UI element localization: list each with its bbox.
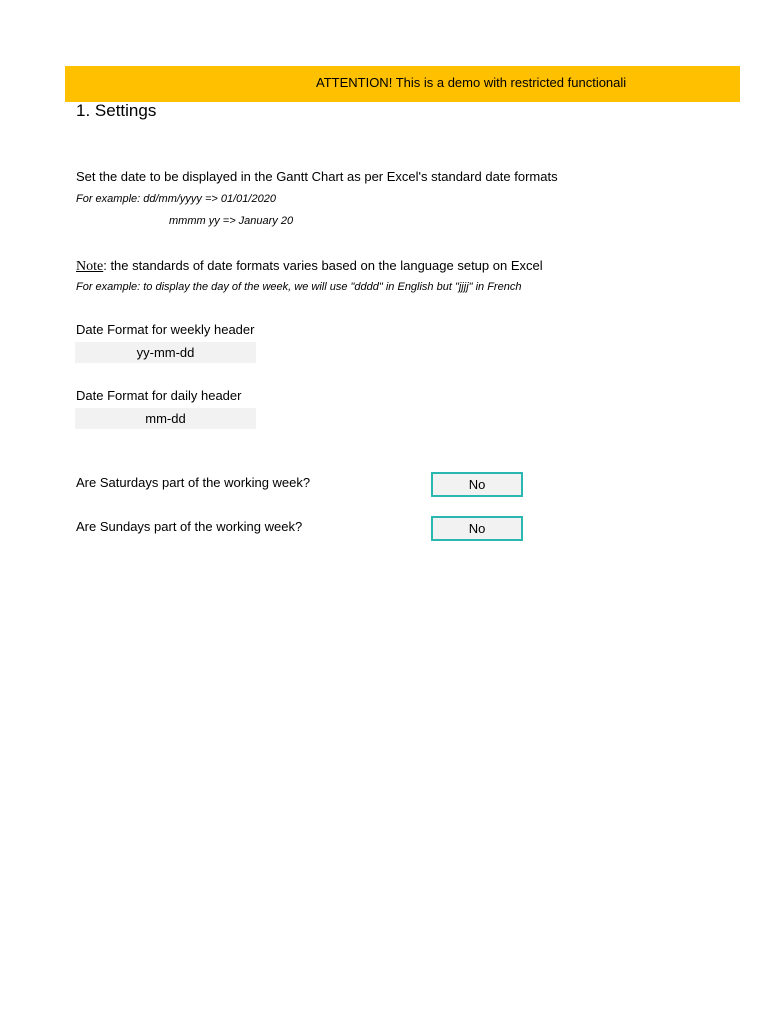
note-text: : the standards of date formats varies based on the language setup on Excel	[103, 258, 543, 273]
note-example: For example: to display the day of the week, we will use "dddd" in English but "jjjj" in French	[76, 281, 522, 293]
saturdays-working-select[interactable]: No	[431, 472, 523, 497]
sundays-working-select[interactable]: No	[431, 516, 523, 541]
sundays-question: Are Sundays part of the working week?	[76, 519, 303, 534]
daily-header-label: Date Format for daily header	[76, 388, 242, 403]
saturdays-question: Are Saturdays part of the working week?	[76, 475, 311, 490]
page-title: 1. Settings	[76, 101, 157, 120]
weekly-header-label: Date Format for weekly header	[76, 322, 255, 337]
weekly-header-format-field[interactable]: yy-mm-dd	[75, 342, 256, 363]
note-label: Note	[76, 259, 104, 274]
daily-header-format-field[interactable]: mm-dd	[75, 408, 256, 429]
date-format-example-1: For example: dd/mm/yyyy => 01/01/2020	[76, 193, 276, 205]
date-format-example-2: mmmm yy => January 20	[169, 215, 294, 227]
date-format-intro: Set the date to be displayed in the Gantt Chart as per Excel's standard date formats	[76, 169, 558, 184]
demo-warning-banner	[65, 66, 740, 102]
demo-warning-text: ATTENTION! This is a demo with restricted functionali	[316, 75, 627, 90]
note-line	[76, 257, 543, 276]
